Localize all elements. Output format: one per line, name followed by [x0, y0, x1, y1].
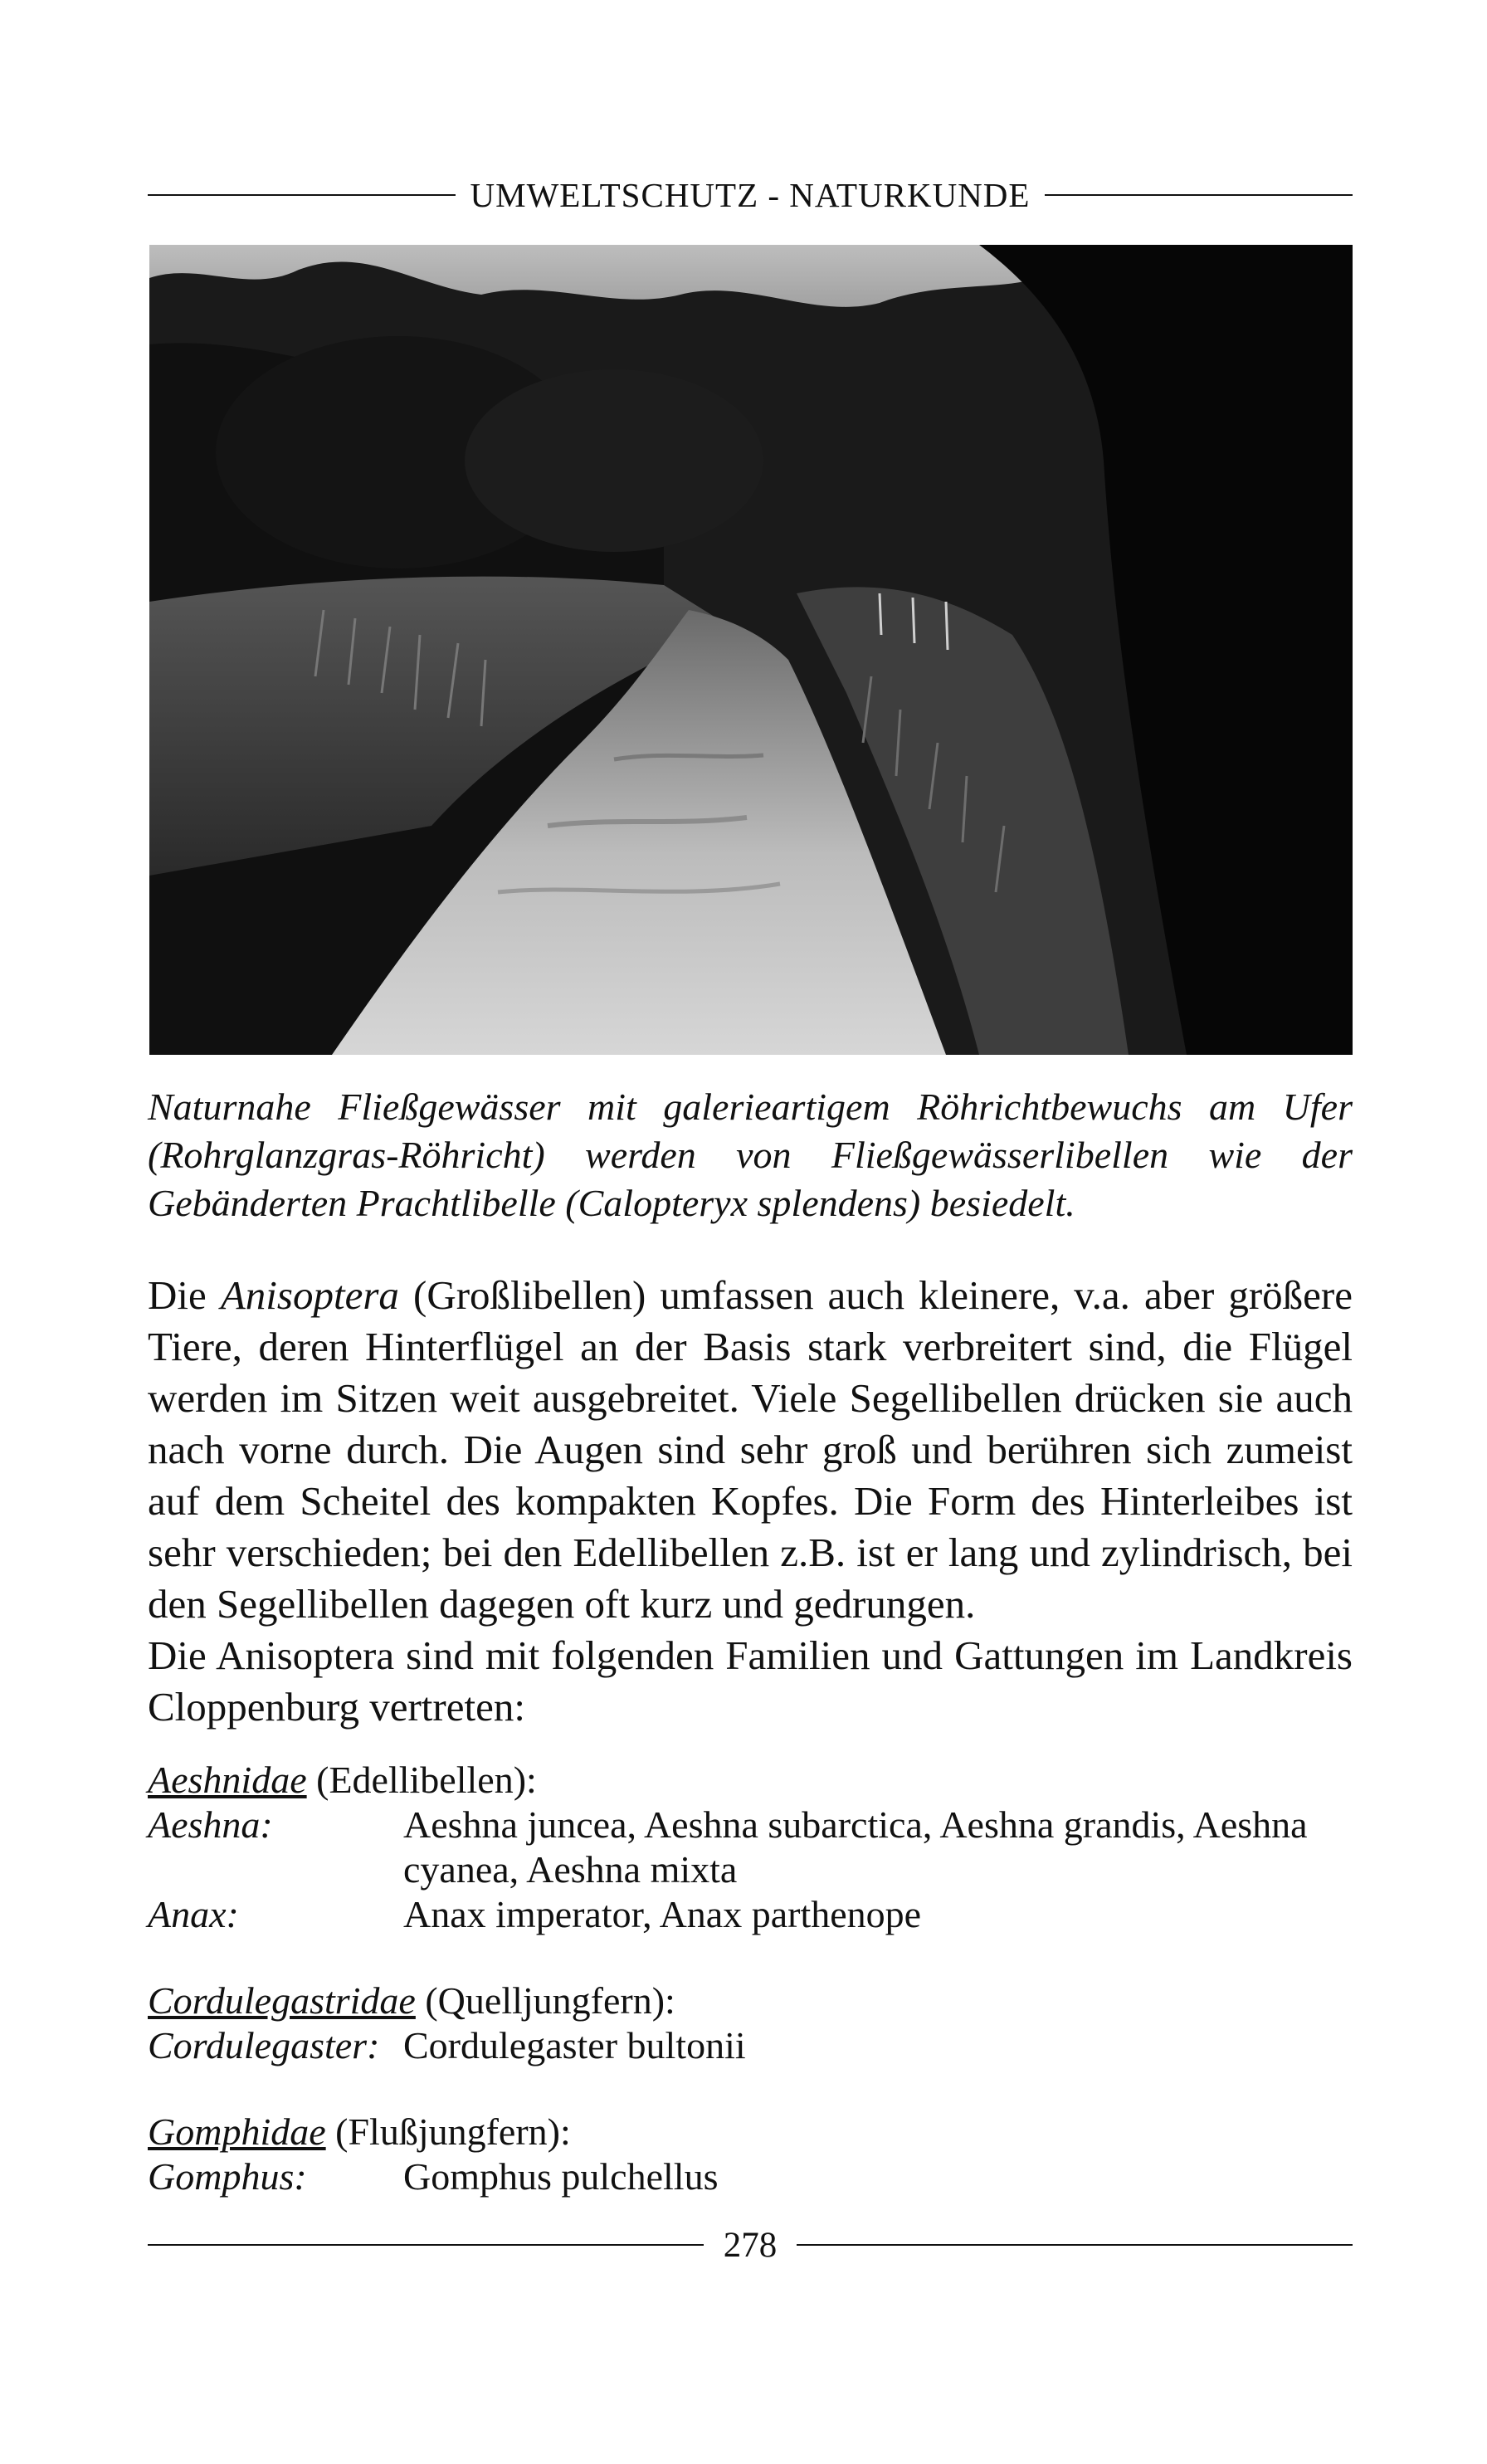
- family-cordulegastridae: [148, 1979, 1353, 2068]
- species-list: Aeshna juncea, Aeshna subarctica, Aeshna grandis, Aeshna cyanea, Aeshna mixta: [403, 1803, 1308, 1891]
- body-text: [148, 1270, 1353, 1733]
- footer-rule-right: [797, 2244, 1353, 2246]
- genus-name: Gomphus:: [148, 2155, 307, 2198]
- paragraph-anisoptera: Die Anisoptera (Großlibellen) umfassen auch kleinere, v.a. aber größere Tiere, deren Hinterflügel an der Basis stark verbreitert sind, die Flügel werden im Sitzen weit ausgebreitet. Viele Segellibellen drücken sie auch nach vorne durch. Die Augen sind sehr groß und berühren sich zumeist auf dem Scheitel des kompakten Kopfes. Die Form des Hinterleibes ist sehr verschieden; bei den Edellibellen z.B. ist er lang und zylindrisch, bei den Segellibellen dagegen oft kurz und gedrungen.: [148, 1272, 1353, 1627]
- genus-name: Aeshna:: [148, 1803, 273, 1846]
- species-list: Anax imperator, Anax parthenope: [403, 1893, 922, 1935]
- header-title: UMWELTSCHUTZ - NATURKUNDE: [470, 176, 1031, 214]
- family-common-name: (Edellibellen):: [306, 1759, 537, 1801]
- header-rule-left: [148, 194, 456, 196]
- stream-photo: [149, 245, 1353, 1055]
- species-list: Cordulegaster bultonii: [403, 2024, 746, 2066]
- genus-name: Anax:: [148, 1893, 239, 1935]
- family-name: Aeshnidae: [148, 1759, 307, 1801]
- family-common-name: (Flußjungfern):: [325, 2110, 571, 2153]
- photo-caption: Naturnahe Fließgewässer mit galerieartigem Röhrichtbewuchs am Ufer (Rohrglanzgras-Röhricht) werden von Fließgewässerlibellen wie der Gebänderten Prachtlibelle (Calopteryx splendens) besiedelt.: [148, 1086, 1353, 1224]
- genus-row: [148, 2154, 1353, 2199]
- footer-rule-left: [148, 2244, 704, 2246]
- family-list: [148, 1758, 1353, 2241]
- page-footer: [148, 2220, 1353, 2270]
- family-common-name: (Quelljungfern):: [415, 1979, 675, 2022]
- family-name: Cordulegastridae: [148, 1979, 416, 2022]
- page-number: 278: [723, 2225, 778, 2265]
- family-gomphidae: [148, 2110, 1353, 2199]
- family-name: Gomphidae: [148, 2110, 326, 2153]
- term-anisoptera: Anisoptera: [220, 1272, 399, 1318]
- running-header: [148, 170, 1353, 220]
- header-rule-right: [1045, 194, 1353, 196]
- family-aeshnidae: [148, 1758, 1353, 1937]
- genus-name: Cordulegaster:: [148, 2024, 380, 2066]
- genus-row: [148, 2023, 1353, 2068]
- genus-row: [148, 1892, 1353, 1937]
- species-list: Gomphus pulchellus: [403, 2155, 719, 2198]
- genus-row: [148, 1803, 1353, 1892]
- paragraph-families-intro: Die Anisoptera sind mit folgenden Familien und Gattungen im Landkreis Cloppenburg vertreten:: [148, 1632, 1353, 1730]
